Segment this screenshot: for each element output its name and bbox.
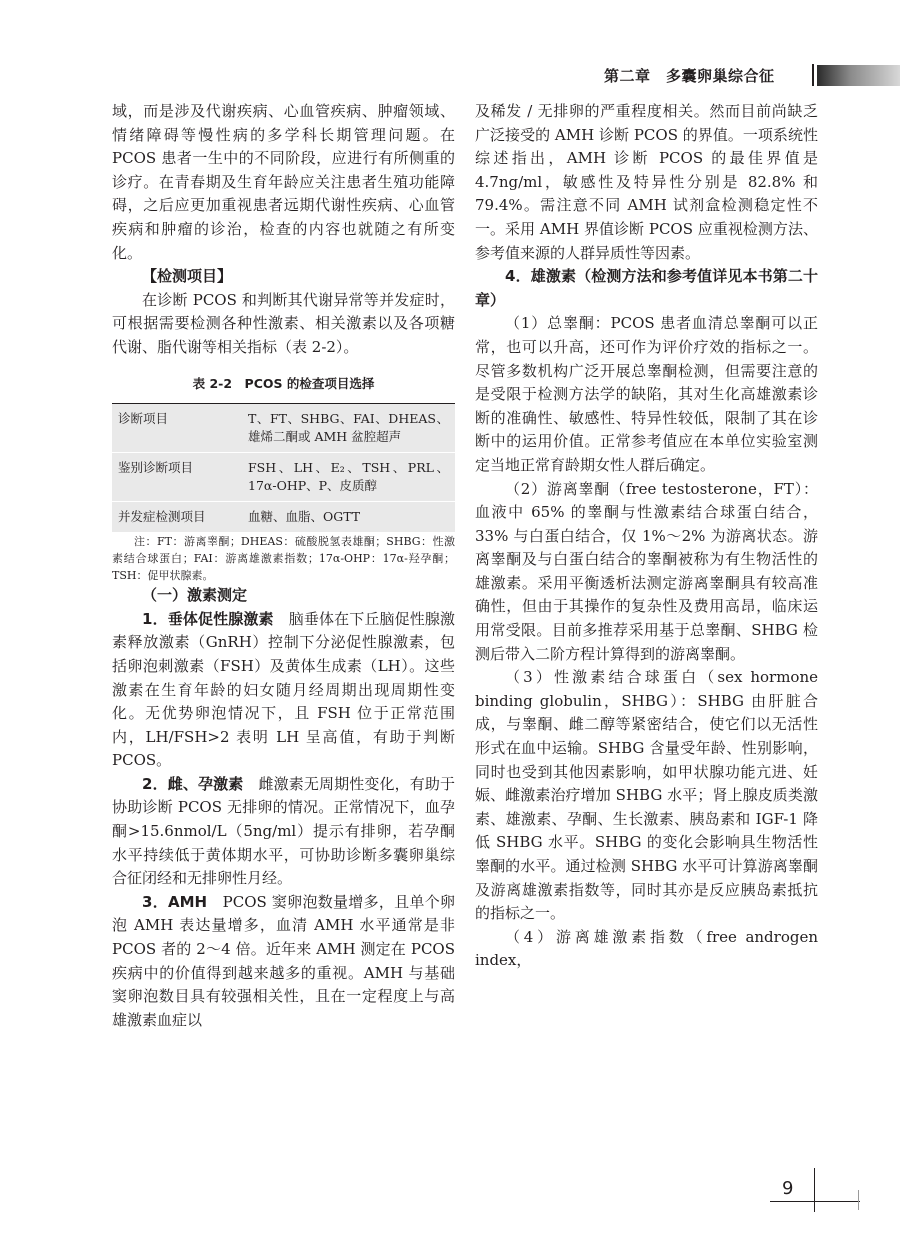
chapter-title: 第二章 多囊卵巢综合征 bbox=[604, 66, 775, 85]
table-cell-value: T、FT、SHBG、FAI、DHEAS、雄烯二酮或 AMH 盆腔超声 bbox=[242, 404, 455, 453]
paragraph: （3）性激素结合球蛋白（sex hormone binding globulin，SHBG）：SHBG 由肝脏合成，与睾酮、雌二醇等紧密结合，使它们以无活性形式在血中运输。SHBG 含量受年龄、性别影响，同时也受到其他因素影响，如甲状腺功能亢进、妊娠、雌激素治疗增加 SHBG 水平；肾上腺皮质类激素、雄激素、孕酮、生长激素、胰岛素和 IGF-1 降低 SHBG 水平。SHBG 的变化会影响具生物活性睾酮的水平。通过检测 SHBG 水平可计算游离睾酮及游离雄激素指数等，同时其亦是反应胰岛素抵抗的指标之一。 bbox=[475, 668, 818, 923]
paragraph: （2）游离睾酮（free testosterone，FT）：血液中 65% 的睾酮与性激素结合球蛋白结合，33% 与白蛋白结合，仅 1%～2% 为游离状态。游离睾酮及与白蛋白结合的睾酮被称为有生物活性的雄激素。采用平衡透析法测定游离睾酮具有较高准确性，但由于其操作的复杂性及费用高昂，临床运用常受限。目前多推荐采用基于总睾酮、SHBG 检测后带入二阶方程计算得到的游离睾酮。 bbox=[475, 479, 818, 663]
table-caption: 表 2-2 PCOS 的检查项目选择 bbox=[192, 375, 375, 391]
right-column bbox=[475, 100, 818, 973]
header-divider bbox=[812, 64, 814, 86]
item-text: PCOS 窦卵泡数量增多，且单个卵泡 AMH 表达量增多，血清 AMH 水平通常是非 PCOS 者的 2～4 倍。近年来 AMH 测定在 PCOS 疾病中的价值得到越来越多的重视。AMH 与基础窦卵泡数目具有较强相关性，且在一定程度上与高雄激素血症以 bbox=[112, 892, 456, 1029]
subsection-heading: （一）激素测定 bbox=[142, 586, 248, 605]
footer-rule-tick bbox=[858, 1190, 859, 1210]
exam-items-table bbox=[112, 403, 455, 533]
table-row bbox=[112, 404, 455, 453]
header-gradient-bar bbox=[817, 65, 900, 86]
paragraph bbox=[112, 608, 455, 773]
paragraph bbox=[112, 773, 455, 891]
table-row bbox=[112, 453, 455, 502]
footer-rule-horizontal bbox=[770, 1201, 860, 1202]
running-header bbox=[604, 62, 775, 88]
paragraph: 及稀发 / 无排卵的严重程度相关。然而目前尚缺乏广泛接受的 AMH 诊断 PCOS 的界值。一项系统性综述指出，AMH 诊断 PCOS 的最佳界值是 4.7ng/ml，敏感性及特异性分别是 82.8% 和 79.4%。需注意不同 AMH 试剂盒检测稳定性不一。采用 AMH 界值诊断 PCOS 应重视检测方法、参考值来源的人群异质性等因素。 bbox=[475, 102, 818, 262]
table-cell-label: 并发症检测项目 bbox=[112, 502, 242, 533]
item-text: 雌激素无周期性变化，有助于协助诊断 PCOS 无排卵的情况。正常情况下，血孕酮>15.6nmol/L（5ng/ml）提示有排卵，若孕酮水平持续低于黄体期水平，可协助诊断多囊卵巢综合征闭经和无排卵性月经。 bbox=[112, 774, 455, 888]
paragraph: 域，而是涉及代谢疾病、心血管疾病、肿瘤领域、情绪障碍等慢性病的多学科长期管理问题。在 PCOS 患者一生中的不同阶段，应进行有所侧重的诊疗。在青春期及生育年龄应关注患者生殖功能障碍，之后应更加重视患者远期代谢性疾病、心血管疾病和肿瘤的诊治，检查的内容也就随之有所变化。 bbox=[112, 102, 455, 262]
section-heading: 4．雄激素（检测方法和参考值详见本书第二十章） bbox=[475, 267, 818, 309]
footer-rule-vertical bbox=[814, 1168, 815, 1212]
table-cell-label: 诊断项目 bbox=[112, 404, 242, 453]
paragraph bbox=[112, 891, 455, 1033]
paragraph: （1）总睾酮：PCOS 患者血清总睾酮可以正常，也可以升高，还可作为评价疗效的指标之一。尽管多数机构广泛开展总睾酮检测，但需要注意的是受限于检测方法学的缺陷，其对生化高雄激素诊断的准确性、敏感性、特异性较低，限制了其在诊断中的运用价值。正常参考值应在本单位实验室测定当地正常育龄期女性人群后确定。 bbox=[475, 314, 818, 474]
item-title: 2．雌、孕激素 bbox=[142, 774, 244, 793]
page-number: 9 bbox=[782, 1178, 794, 1199]
table-note: 注：FT：游离睾酮；DHEAS：硫酸脱氢表雄酮；SHBG：性激素结合球蛋白；FAI：游离雄激素指数；17α-OHP：17α-羟孕酮；TSH：促甲状腺素。 bbox=[112, 535, 455, 583]
section-heading: 【检测项目】 bbox=[142, 267, 233, 286]
paragraph: （4）游离雄激素指数（free androgen index， bbox=[475, 927, 818, 970]
table-cell-value: 血糖、血脂、OGTT bbox=[242, 502, 455, 533]
left-column bbox=[112, 100, 455, 1032]
item-title: 1．垂体促性腺激素 bbox=[142, 609, 274, 628]
item-title: 3．AMH bbox=[142, 892, 208, 911]
table-row bbox=[112, 502, 455, 533]
table-cell-label: 鉴别诊断项目 bbox=[112, 453, 242, 502]
item-text: 脑垂体在下丘脑促性腺激素释放激素（GnRH）控制下分泌促性腺激素，包括卵泡刺激素（FSH）及黄体生成素（LH）。这些激素在生育年龄的妇女随月经周期出现周期性变化。无优势卵泡情况下，且 FSH 位于正常范围内，LH/FSH>2 表明 LH 呈高值，有助于判断 PCOS。 bbox=[112, 609, 455, 770]
table-cell-value: FSH、LH、E₂、TSH、PRL、17α-OHP、P、皮质醇 bbox=[242, 453, 455, 502]
paragraph: 在诊断 PCOS 和判断其代谢异常等并发症时，可根据需要检测各种性激素、相关激素以及各项糖代谢、脂代谢等相关指标（表 2-2）。 bbox=[112, 290, 455, 356]
